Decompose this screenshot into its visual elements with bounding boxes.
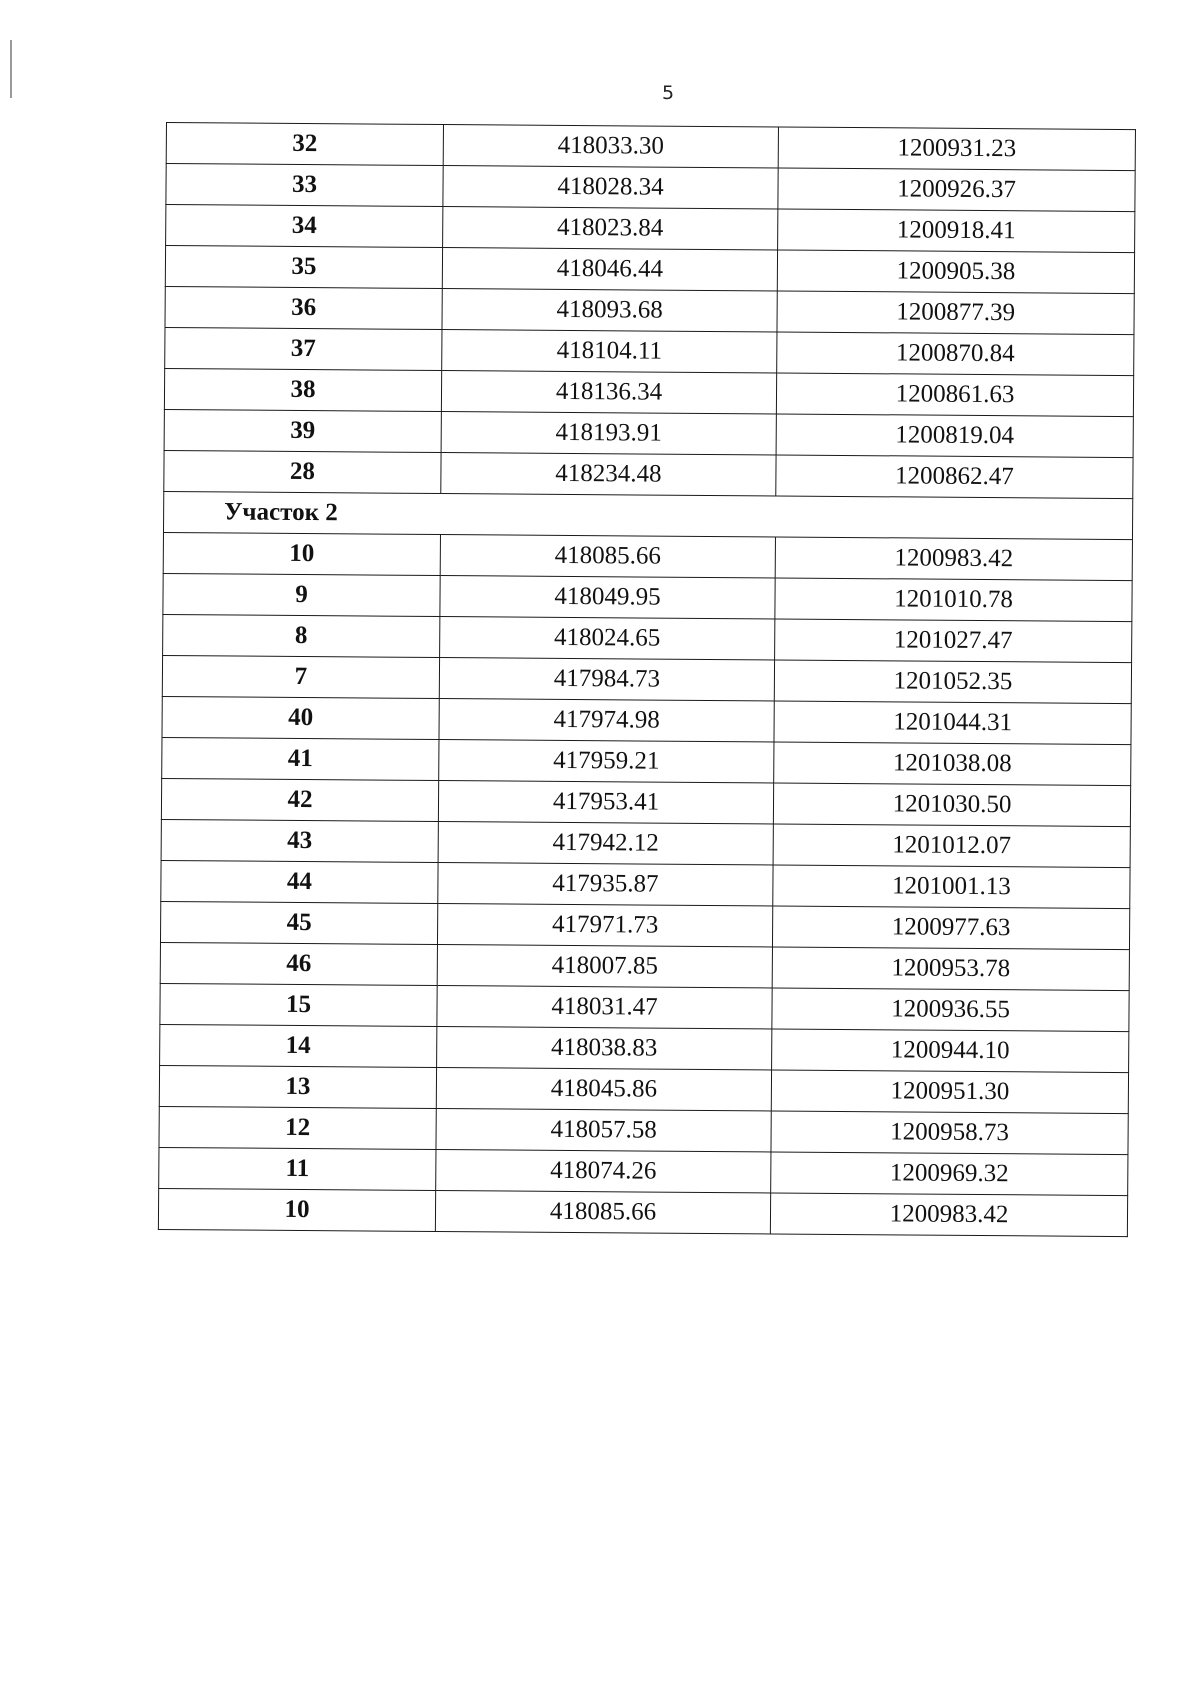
point-number-cell: 7 — [162, 655, 439, 698]
x-coordinate-cell: 418024.65 — [440, 617, 775, 660]
table-row — [161, 860, 1130, 908]
y-coordinate-cell: 1200983.42 — [770, 1193, 1127, 1237]
x-coordinate-cell: 418049.95 — [440, 576, 775, 619]
point-number-cell: 8 — [163, 614, 440, 657]
x-coordinate-cell: 418085.66 — [435, 1191, 770, 1234]
x-coordinate-cell: 418038.83 — [437, 1027, 772, 1070]
table-row — [165, 286, 1134, 334]
x-coordinate-cell: 418193.91 — [441, 412, 776, 455]
y-coordinate-cell: 1200870.84 — [777, 332, 1134, 376]
x-coordinate-cell: 418046.44 — [442, 248, 777, 291]
y-coordinate-cell: 1200931.23 — [778, 127, 1135, 171]
table-row — [164, 368, 1133, 416]
table-row — [166, 123, 1135, 171]
table-row — [164, 409, 1133, 457]
x-coordinate-cell: 417971.73 — [437, 904, 772, 947]
y-coordinate-cell: 1200969.32 — [771, 1152, 1128, 1196]
y-coordinate-cell: 1200861.63 — [776, 373, 1133, 417]
table-row — [162, 655, 1131, 703]
table-row — [163, 573, 1132, 621]
point-number-cell: 43 — [161, 819, 438, 862]
table-row — [162, 696, 1131, 744]
section-header-row — [163, 491, 1132, 539]
table-row — [165, 327, 1134, 375]
x-coordinate-cell: 417959.21 — [439, 740, 774, 783]
coordinates-table-body — [158, 123, 1135, 1237]
point-number-cell: 38 — [164, 368, 441, 411]
y-coordinate-cell: 1201012.07 — [773, 824, 1130, 868]
x-coordinate-cell: 418093.68 — [442, 289, 777, 332]
table-row — [159, 1106, 1128, 1154]
y-coordinate-cell: 1201052.35 — [774, 660, 1131, 704]
x-coordinate-cell: 418085.66 — [440, 535, 775, 578]
table-row — [161, 778, 1130, 826]
y-coordinate-cell: 1201001.13 — [773, 865, 1130, 909]
x-coordinate-cell: 418074.26 — [436, 1150, 771, 1193]
point-number-cell: 10 — [158, 1188, 435, 1231]
point-number-cell: 15 — [160, 983, 437, 1026]
y-coordinate-cell: 1200936.55 — [772, 988, 1129, 1032]
table-row — [160, 983, 1129, 1031]
y-coordinate-cell: 1200944.10 — [772, 1029, 1129, 1073]
y-coordinate-cell: 1200819.04 — [776, 414, 1133, 458]
x-coordinate-cell: 418033.30 — [443, 125, 778, 168]
point-number-cell: 46 — [160, 942, 437, 985]
table-row — [159, 1065, 1128, 1113]
point-number-cell: 13 — [159, 1065, 436, 1108]
y-coordinate-cell: 1201010.78 — [775, 578, 1132, 622]
point-number-cell: 11 — [159, 1147, 436, 1190]
x-coordinate-cell: 417953.41 — [438, 781, 773, 824]
point-number-cell: 12 — [159, 1106, 436, 1149]
x-coordinate-cell: 417935.87 — [438, 863, 773, 906]
table-row — [163, 532, 1132, 580]
x-coordinate-cell: 418023.84 — [443, 207, 778, 250]
scan-edge-mark — [10, 40, 12, 98]
y-coordinate-cell: 1200862.47 — [776, 455, 1133, 499]
y-coordinate-cell: 1200918.41 — [778, 209, 1135, 253]
table-row — [158, 1188, 1127, 1236]
table-row — [161, 819, 1130, 867]
table-row — [160, 1024, 1129, 1072]
y-coordinate-cell: 1200877.39 — [777, 291, 1134, 335]
table-row — [159, 1147, 1128, 1195]
point-number-cell: 40 — [162, 696, 439, 739]
table-row — [164, 450, 1133, 498]
coordinates-table — [158, 122, 1136, 1237]
point-number-cell: 34 — [166, 205, 443, 248]
y-coordinate-cell: 1200905.38 — [777, 250, 1134, 294]
point-number-cell: 41 — [162, 737, 439, 780]
point-number-cell: 37 — [165, 327, 442, 370]
x-coordinate-cell: 417974.98 — [439, 699, 774, 742]
x-coordinate-cell: 418028.34 — [443, 166, 778, 209]
x-coordinate-cell: 418057.58 — [436, 1109, 771, 1152]
point-number-cell: 28 — [164, 450, 441, 493]
section-label: Участок 2 — [163, 491, 1132, 539]
y-coordinate-cell: 1201038.08 — [774, 742, 1131, 786]
coordinates-table-container — [158, 122, 1134, 1237]
table-row — [166, 164, 1135, 212]
point-number-cell: 44 — [161, 860, 438, 903]
table-row — [160, 942, 1129, 990]
y-coordinate-cell: 1200983.42 — [775, 537, 1132, 581]
point-number-cell: 14 — [160, 1024, 437, 1067]
table-row — [166, 205, 1135, 253]
table-row — [165, 246, 1134, 294]
table-row — [163, 614, 1132, 662]
page-number: 5 — [662, 82, 675, 104]
y-coordinate-cell: 1201027.47 — [775, 619, 1132, 663]
x-coordinate-cell: 418104.11 — [442, 330, 777, 373]
point-number-cell: 35 — [165, 246, 442, 289]
y-coordinate-cell: 1200958.73 — [771, 1111, 1128, 1155]
point-number-cell: 42 — [161, 778, 438, 821]
point-number-cell: 10 — [163, 532, 440, 575]
y-coordinate-cell: 1200951.30 — [771, 1070, 1128, 1114]
point-number-cell: 39 — [164, 409, 441, 452]
y-coordinate-cell: 1200977.63 — [772, 906, 1129, 950]
y-coordinate-cell: 1201044.31 — [774, 701, 1131, 745]
x-coordinate-cell: 417942.12 — [438, 822, 773, 865]
point-number-cell: 32 — [166, 123, 443, 166]
x-coordinate-cell: 417984.73 — [439, 658, 774, 701]
point-number-cell: 33 — [166, 164, 443, 207]
point-number-cell: 45 — [160, 901, 437, 944]
x-coordinate-cell: 418234.48 — [441, 453, 776, 496]
x-coordinate-cell: 418136.34 — [441, 371, 776, 414]
x-coordinate-cell: 418045.86 — [436, 1068, 771, 1111]
y-coordinate-cell: 1200953.78 — [772, 947, 1129, 991]
point-number-cell: 36 — [165, 286, 442, 329]
x-coordinate-cell: 418007.85 — [437, 945, 772, 988]
y-coordinate-cell: 1201030.50 — [773, 783, 1130, 827]
y-coordinate-cell: 1200926.37 — [778, 168, 1135, 212]
point-number-cell: 9 — [163, 573, 440, 616]
table-row — [160, 901, 1129, 949]
x-coordinate-cell: 418031.47 — [437, 986, 772, 1029]
table-row — [162, 737, 1131, 785]
